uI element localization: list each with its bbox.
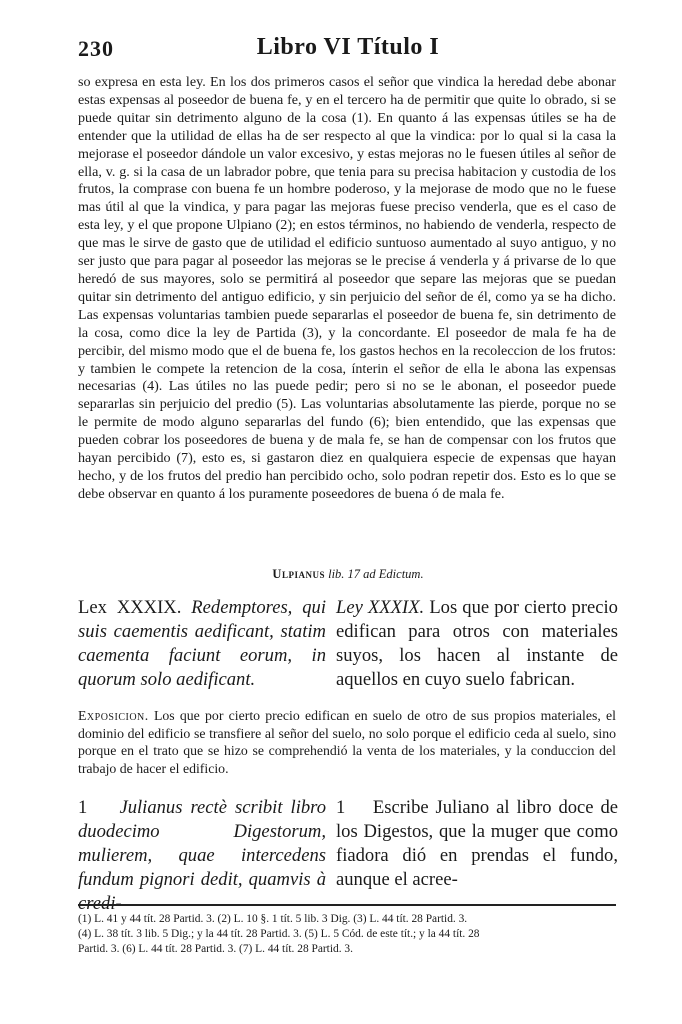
law-39-latin-text: Redemptores, qui suis caementis aedificant, statim caementa faciunt eorum, in quorum solo aedificant. <box>78 597 326 690</box>
law-39-spanish <box>336 596 618 692</box>
footnote-line: (1) L. 41 y 44 tít. 28 Partid. 3. (2) L. 10 §. 1 tít. 5 lib. 3 Dig. (3) L. 44 tít. 28 Partid. 3. <box>78 913 468 925</box>
page-number: 230 <box>78 36 114 61</box>
footnote-divider <box>78 904 616 906</box>
running-title: Libro VI Título I <box>256 34 440 60</box>
section-1-spanish-number: 1 <box>336 797 346 818</box>
source-citation <box>78 567 618 582</box>
footnotes <box>78 912 616 957</box>
section-1-columns <box>78 796 618 914</box>
page-header <box>78 34 618 64</box>
exposition-label: Exposicion. <box>78 708 149 723</box>
law-39-spanish-text: Los que por cierto precio edifican para otros con materiales suyos, los hacen al instante de aquellos en cuyo suelo fabrican. <box>336 597 618 690</box>
section-1-latin-number: 1 <box>78 797 88 818</box>
main-commentary <box>78 74 616 504</box>
citation-work: lib. 17 ad Edictum. <box>328 567 424 581</box>
law-39-latin-heading: Lex XXXIX. <box>78 597 182 618</box>
exposition-text: Los que por cierto precio edifican en suelo de otro de sus propios materiales, el dominio del edificio se transfiere al señor del suelo, no solo porque el edificio ceda al suelo, sino porque en el trato que se hizo se comprehendió la venta de los materiales, y la conduccion del trabajo de hacer el edificio. <box>78 708 616 776</box>
footnote-line: Partid. 3. (6) L. 44 tít. 28 Partid. 3. (7) L. 44 tít. 28 Partid. 3. <box>78 943 353 955</box>
citation-author: Ulpianus <box>272 567 325 581</box>
exposition <box>78 707 616 777</box>
law-39-columns <box>78 596 618 696</box>
section-1-spanish-text: Escribe Juliano al libro doce de los Digestos, que la muger que como fiadora dió en prendas el fundo, aunque el acree- <box>336 797 618 890</box>
footnote-line: (4) L. 38 tít. 3 lib. 5 Dig.; y la 44 tít. 28 Partid. 3. (5) L. 5 Cód. de este tít.; y la 44 tít. 28 <box>78 928 480 940</box>
commentary-paragraph: so expresa en esta ley. En los dos primeros casos el señor que vindica la heredad debe abonar estas expensas al poseedor de buena fe, y en el tercero ha de permitir que quite lo obrado, si se puede quitar sin detrimento alguno de la cosa (1). En quanto á las expensas útiles se ha de entender que la utilidad de ellas ha de ser respecto al que la vindica: por lo qual si la casa la mejorase el poseedor dándole un valor excesivo, y estas mejoras no le fuesen útiles al señor de ella, v. g. si la casa de un labrador pobre, que tenia para su precisa habitacion y custodia de los frutos, la comprase con buena fe un hombre poderoso, y la mejorase de modo que no le fuese mas útil al que la vindica, y para pagar las mejoras fuese preciso venderla, que es el caso de esta ley, y el que propone Ulpiano (2); en estos términos, no habiendo de venderla, respecto de que mas le sirve de gasto que de utilidad el edificio suntuoso aumentado al suyo antiguo, y no ser justo que para pagar al poseedor las mejoras se le precise á venderla y á privarse de lo que heredó de sus mayores, solo se permitirá al poseedor que separe las mejoras que se puedan quitar sin detrimento del antiguo edificio, y sin perjuicio del señor de él, como ya se ha dicho. Las expensas voluntarias tambien puede separarlas el poseedor de buena fe, sin detrimento de la cosa, como dice la ley de Partida (3), y la concordante. El poseedor de mala fe ha de percibir, del mismo modo que el de buena fe, los gastos hechos en la recoleccion de los frutos: y tambien le compete la retencion de la cosa, ínterin el señor de ella le abona las expensas necesarias (4). Las útiles no las puede pedir; pero si no se le abonan, el poseedor puede separarlas sin perjuicio del predio (5). Las voluntarias absolutamente las pierde, porque no se le permite de modo alguno separarlas del fundo (6); bien entendido, que las expensas que pueden cobrar los poseedores de buena y de mala fe, se han de compensar con los frutos que hayan percibido (7), esto es, si gastaron diez en qualquiera especie de expensas que hayan hecho, y de los frutos del predio han percibido ocho, solo podran repetir dos. Esto es lo que se debe observar en quanto á los puramente poseedores de buena ó de mala fe. <box>78 74 616 502</box>
section-1-spanish <box>336 796 618 892</box>
section-1-latin <box>78 796 326 916</box>
section-1-latin-text: Julianus rectè scribit libro duodecimo Digestorum, mulierem, quae intercedens fundum pignori dedit, quamvis à credi- <box>78 797 327 914</box>
law-39-spanish-heading: Ley XXXIX. <box>336 597 425 618</box>
law-39-latin <box>78 596 326 692</box>
